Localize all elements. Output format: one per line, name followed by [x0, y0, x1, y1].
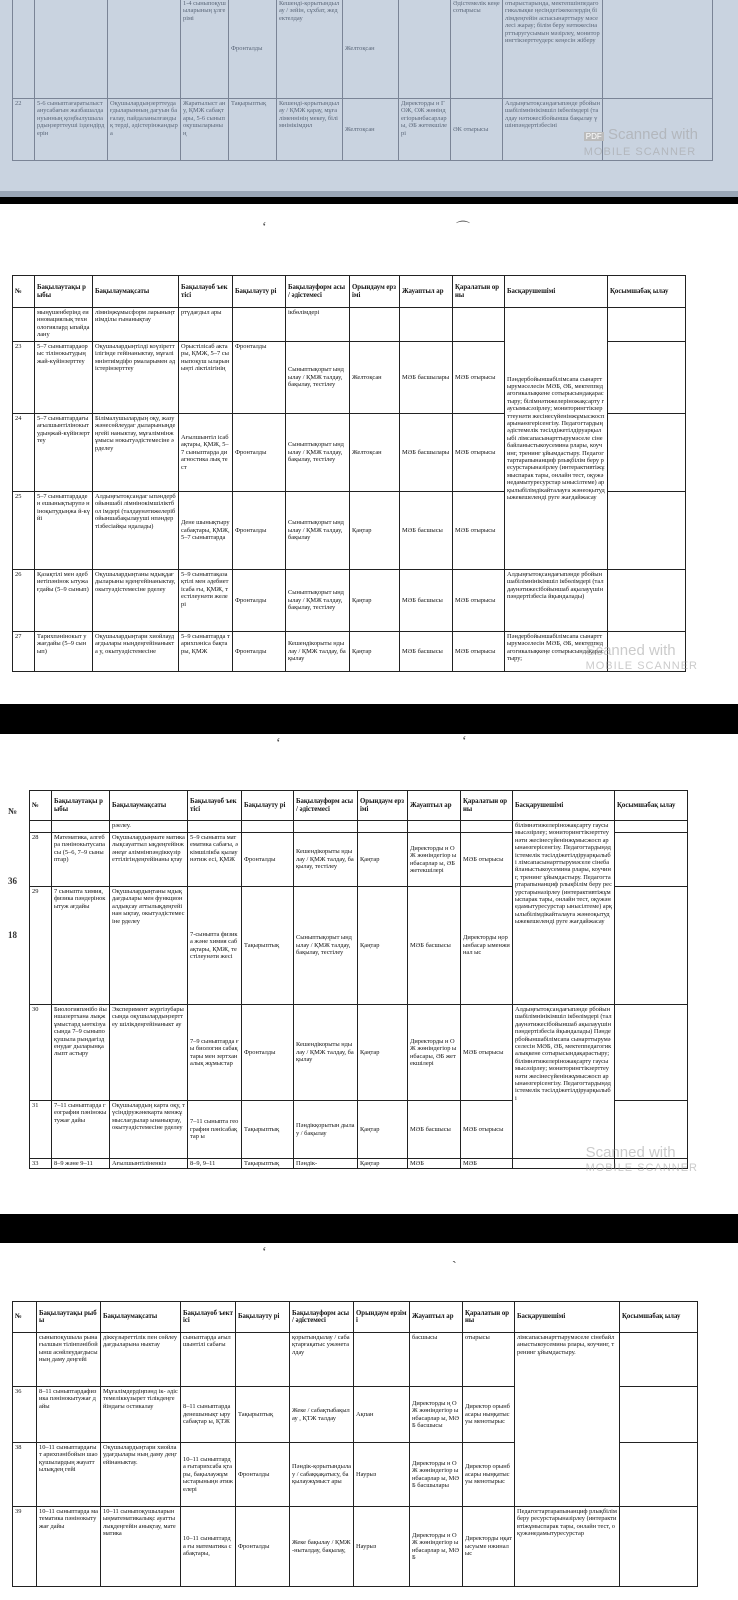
- cell-object: Орыстілісаб актары, ҚМЖ, 5–7 сыныпоқуш ыларыныңті ліктілігінің: [179, 342, 233, 414]
- cell-n: 28: [30, 833, 52, 887]
- header-extra: Қосымшабақ ылау: [620, 1302, 698, 1333]
- cell-topic: 5–7 сыныптардаорыс тілінокытудың жай-күйінзерттеу: [35, 342, 93, 414]
- cell-place: ӘК отырысы: [451, 99, 503, 161]
- scanner-watermark: [586, 1146, 698, 1175]
- cell-resp: МӘБ басшысы: [400, 570, 453, 632]
- cell-type: Фронталды: [233, 342, 286, 414]
- cell-object: [188, 821, 242, 833]
- header-object: Бақылауоб ъектісі: [181, 1302, 236, 1333]
- cell-topic: 8–11 сыныптардафиз ика пәнінокытужағ дайы: [37, 1387, 101, 1443]
- header-date: Орындаум ерзімі: [358, 791, 408, 821]
- scan-page-1: [0, 0, 738, 197]
- cell-object: ртүдағдыл ары: [179, 308, 233, 342]
- cell-resp: [399, 0, 451, 99]
- cell-goal: Ағылшынтіліненкіз: [110, 1159, 188, 1169]
- cell-place: МӘБ: [461, 1159, 513, 1169]
- cell-date: [358, 821, 408, 833]
- cell-form: қорытындылау / сабақтарғақатыс ужәнеталдау: [290, 1333, 354, 1387]
- cell-object: 8–11 сыныптарда денешынықт ырусабақтар ы, ҚТЖ: [181, 1387, 236, 1443]
- cell-object: 5–9 сыныптақаза қтілі мен әдебиетісаба ғы, ҚМЖ, тестілеунәти желері: [179, 570, 233, 632]
- cell-place: МӘБ отырысы: [453, 492, 505, 570]
- cell-goal: Оқушылардыңтаны мдықдағдылары мен функционалдықсау аттылықдеңгейінан ықтау, окытуәдістемесіне рделеу: [110, 887, 188, 1005]
- side-number: 18: [8, 930, 17, 940]
- cell-type: Тақырыптық: [236, 1387, 290, 1443]
- cell-type: Фронталды: [233, 570, 286, 632]
- header-form: Бақылауформ асы / әдістемесі: [294, 791, 358, 821]
- cell-place: отырысы: [463, 1333, 515, 1387]
- cell-decision-merged: Пәндербойыншабілімсапа сынарттырумәселесін МӘБ, ӘБ, мектеппедагогикалықкене сотырысындақарастыру; білімнәтижелеріножақсарту гаусымысәзірлеу; мониторингтікзерттеунәти жесінесүйенінжұмысжосп арынаөзгерісенгізу. Педагогтардыңәдістемелік тәсілдіжетілдіруарқылыбі лімсапасынарттырумәселе сінебайланыстыкоусемина рлары, коучинг, тренинг ұйымдастыру. Педагогтартарапынанциф рлықбілім беру ресурстарыназірлеу (интерактивтіжұмыспарак тары, онлайн тест, оқужәнедамытуресурстар ыныcілтеме) арқылыбілімдікайталауға жәнеоқытудыжекешеленді руге жағдайжасау: [505, 308, 608, 570]
- header-type: Бақылауту рі: [233, 276, 286, 308]
- cell-place: Директорды ңқатысуыме нжиналыс: [463, 1507, 515, 1587]
- header-extra: Қосымшабақ ылау: [615, 791, 688, 821]
- cell-extra: [603, 0, 713, 99]
- cell-resp: МӘБ басшысы: [408, 887, 461, 1005]
- cell-extra: [615, 1005, 688, 1101]
- header-goal: Бақылаумақсаты: [110, 791, 188, 821]
- header-number: №: [13, 1302, 37, 1333]
- cell-topic: 7–11 сыныптарда география пәнінокытужағ дайы: [52, 1101, 110, 1159]
- table-row: [13, 1507, 698, 1587]
- side-label-number: №: [8, 806, 18, 816]
- cell-place: [461, 821, 513, 833]
- cell-goal: Оқушылардыңмате матикалықсауаттыл ықдеңгейінжәнеұғ алімнінпәндіккүзір еттілігіндеңгейінаны қтау: [110, 833, 188, 887]
- cell-extra: [620, 1507, 698, 1587]
- cell-date: Қаңтар: [358, 1159, 408, 1169]
- scan-mark: ʻ: [262, 220, 267, 235]
- cell-form: Кешенді-қорытындылау / зейін, сұхбат, жедектелдау: [277, 0, 343, 99]
- cell-place: МӘБ отырысы: [453, 632, 505, 672]
- page-edge: [0, 191, 738, 197]
- cell-place: [453, 308, 505, 342]
- watermark-line-1: Scanned with: [607, 126, 698, 143]
- cell-form: Кешенді-қорытындылау / ҚМЖ қарау, мұғаліменнінің мекеу, білімнінікімдил: [277, 99, 343, 161]
- watermark-line-2: MOBILE SCANNER: [585, 660, 698, 672]
- cell-form: Сыныптықорыт ындылау / ҚМЖ талдау, бақылау: [286, 492, 350, 570]
- cell-resp: МӘБ басшысы: [408, 1101, 461, 1159]
- scan-mark: ʻ: [462, 734, 467, 749]
- cell-type: Фронталды: [236, 1507, 290, 1587]
- cell-goal: лімніңжұмысформ ларыныңтиімділы ғынанықтау: [93, 308, 179, 342]
- cell-n: 25: [13, 492, 35, 570]
- cell-form: Сыныптықорыт ындылау / ҚМЖ талдау, бақылау, тестілеу: [294, 887, 358, 1005]
- cell-type: Фронталды: [233, 492, 286, 570]
- cell-goal: [108, 0, 181, 99]
- cell-n: 27: [13, 632, 35, 672]
- cell-date: Қаңтар: [350, 570, 400, 632]
- header-number: №: [30, 791, 52, 821]
- cell-object: 5–9 сыныпта математика сабағы, әкімшілікба қылаунәтиж есі, ҚМЖ: [188, 833, 242, 887]
- scanner-watermark: [584, 128, 698, 159]
- cell-goal: Оқушылардың карта оқу, түсіндіружәнекарта менжұмыслағдылар ынанықтау, окытуәдістемесіне рделеу: [110, 1101, 188, 1159]
- cell-form: Кешендікорыты ндылау / ҚМЖ талдау, бақылау: [286, 632, 350, 672]
- cell-form: Жеке / сабақтыбақылау , ҚТЖ талдау: [290, 1387, 354, 1443]
- cell-type: Фронталды: [236, 1443, 290, 1507]
- cell-goal: Мұғалімдердіңпәнд ік- әдістемеліккүзырет тілікдеңгейіндағы остикалау: [101, 1387, 181, 1443]
- cell-form: Сыныптықорыт ындылау / ҚМЖ талдау, бақылау, тестілеу: [286, 414, 350, 492]
- cell-object: Жаратылыст ану, ҚМЖ сабақтары, 5-6 сыныпоқушыларының: [181, 99, 229, 161]
- header-decision: Басқарушешімі: [513, 791, 615, 821]
- header-responsible: Жауаптыл ар: [408, 791, 461, 821]
- cell-type: Фронталды: [242, 1005, 294, 1101]
- header-type: Бақылауту рі: [236, 1302, 290, 1333]
- cell-extra: [615, 887, 688, 1005]
- cell-n: [13, 0, 35, 99]
- table-row: [30, 1005, 688, 1101]
- cell-object: 10–11 сыныптарда ғытарихсаба қтары, бақылаужұм ыстарыныңн әтижелері: [181, 1443, 236, 1507]
- table-row: [13, 570, 686, 632]
- scan-mark: ʻ: [262, 1245, 267, 1260]
- cell-date: Қаңтар: [358, 833, 408, 887]
- cell-resp: Директорды н ОЖ жөніндегіор ынбасарлар ы, МӘБ басшылары: [410, 1443, 463, 1507]
- cell-form: [294, 821, 358, 833]
- header-topic: Бақылаутақы рыбы: [52, 791, 110, 821]
- cell-topic: Биологияпәнібо йыншазертхана лықжұмыстард ыөткізуасында 7–9 сыныпоқушыла рындағізденудағ дыларынқалыпт астыру: [52, 1005, 110, 1101]
- cell-place: МӘБ отырысы: [461, 1005, 513, 1101]
- cell-resp: Директорды н ОЖ жөніндегіор ынбасары, ӘБ жетекшілері: [408, 1005, 461, 1101]
- cell-decision: Алдыңғытоқсандағыпәнде рбойыншабілімнінікімшіл ікбөлімдері (талдаунәтижесібойыншаб ақылауүшінпәндертізбесіа йқындалады) Пәндербойыншабілімсапа сынарттырумәселесін МӘБ, ӘБ, мектеппедагогикалықкене сотырысындақарастыру; білімнәтижелеріножақсарту гаусымысәзірлеу; мониторингтікзерттеунәти жесінесүйенінжұмысжосп арынаөзгерісенгізу. Педагогтардыңәдістемелік тәсілдіжетілдіруарқылыбі: [513, 1005, 615, 1159]
- cell-date: Наурыз: [354, 1443, 410, 1507]
- table-row: [13, 632, 686, 672]
- header-date: Орындаум ерзімі: [350, 276, 400, 308]
- cell-goal: Оқушылардыңтари хиойлаудағдылары ның даму деңгейінаныктау.: [101, 1443, 181, 1507]
- scan-page-3: [0, 734, 738, 1214]
- cell-form: Пәндік-: [294, 1159, 358, 1169]
- cell-resp: Директорды н ОЖ жөніндегіор ынбасарлар ы, ӘБ жетекшілері: [408, 833, 461, 887]
- header-decision: Басқарушешімі: [515, 1302, 620, 1333]
- cell-resp: МӘБ басшысы: [400, 492, 453, 570]
- cell-place: МӘБ отырысы: [461, 1101, 513, 1159]
- cell-topic: 5-6 сыныптағаратылыстанусабағын жазбашалдануынның қоңбылушыла рдыңзерттеуші іздендірдерін: [35, 99, 108, 161]
- cell-type: Фронталды: [242, 833, 294, 887]
- cell-decision: Алдыңғытоқсандағыпәнде рбойыншабілімнінікімшіл ікбөлімдері (талдаунәтижесібойыншаб ақылауүшінпәндертізбесіа йқындалады): [505, 570, 608, 632]
- cell-type: Фронталды: [233, 632, 286, 672]
- watermark-line-1: Scanned with: [585, 642, 676, 659]
- cell-type: Фронталды: [229, 0, 277, 99]
- cell-resp: МӘБ басшылары: [400, 414, 453, 492]
- cell-extra: [608, 308, 686, 342]
- cell-topic: 7 сыныпта химия, физика пәндерінокытуж ағдайы: [52, 887, 110, 1005]
- cell-extra: [620, 1443, 698, 1507]
- watermark-line-2: MOBILE SCANNER: [585, 1162, 698, 1174]
- scan-mark: ʻ: [276, 736, 281, 751]
- header-extra: Қосымшабақ ылау: [608, 276, 686, 308]
- cell-goal: Эксперимент жүргізубарысында оқушылардыңзерттеу шілікдеңгейінаныкт ау: [110, 1005, 188, 1101]
- header-responsible: Жауаптыл ар: [410, 1302, 463, 1333]
- cell-date: Желтоқсан: [350, 414, 400, 492]
- cell-goal: Оқушылардыңзерттеудағдыларынның дагуын бағалау, пайдаланылғандық терді, әдістерінжандыра: [108, 99, 181, 161]
- cell-decision: Пәндербойыншабілімсапа сынарттырумәселесін МӘБ, ӘБ, мектеппедагогикалықкеңе сотырысындақарастыру;: [505, 632, 608, 672]
- header-decision: Басқарушешімі: [505, 276, 608, 308]
- cell-place: МӘБ отырысы: [453, 570, 505, 632]
- cell-extra: [620, 1387, 698, 1443]
- cell-object: сыныптарда ағылшынтілі сабағы: [181, 1333, 236, 1387]
- scanner-watermark: [586, 644, 698, 673]
- cell-object: 8–9, 9–11: [188, 1159, 242, 1169]
- cell-n: 24: [13, 414, 35, 492]
- cell-object: 1-4 сыныпоқушыларының ұлгерімі: [181, 0, 229, 99]
- cell-topic: Қазақтілі мен әдебиетіпәнінок ытужағдайы (5–9 сынып): [35, 570, 93, 632]
- cell-resp: Директорды ң ОЖ жөніндегіор ынбасарлар ы, МӘБ басшысы: [410, 1387, 463, 1443]
- cell-n: [13, 308, 35, 342]
- cell-n: 38: [13, 1443, 37, 1507]
- cell-type: Тақырыптық: [242, 887, 294, 1005]
- cell-resp: Директорды н ОЖ жөніндегіор ынбасарлар ы, МӘБ: [410, 1507, 463, 1587]
- cell-date: Желтоқсан: [343, 0, 399, 99]
- cell-place: Директор орынбасары ныңқатысуы менотырыс: [463, 1443, 515, 1507]
- cell-form: Сыныптықорыт ындылау / ҚМЖ талдау, бақылау, тестілеу: [286, 342, 350, 414]
- cell-place: Директорды ңорынбасар ыменжинал ыс: [461, 887, 513, 1005]
- cell-n: [13, 1333, 37, 1387]
- scan-page-4: [0, 1243, 738, 1600]
- cell-place: МӘБ отырысы: [461, 833, 513, 887]
- cell-form: Кешендікорыты ндылау / ҚМЖ талдау, бақылау, тестілеу: [294, 833, 358, 887]
- plan-table-page-4: [12, 1301, 698, 1587]
- cell-n: 30: [30, 1005, 52, 1101]
- header-topic: Бақылаутақы рыбы: [35, 276, 93, 308]
- cell-type: [233, 308, 286, 342]
- cell-topic: 10–11 сыныптарда математика пәнінокытужағ дайы: [37, 1507, 101, 1587]
- cell-topic: 8–9 және 9–11: [52, 1159, 110, 1169]
- cell-topic: Тарихпәнінокыт ужағдайы (5–9 сынып): [35, 632, 93, 672]
- cell-object: Дене шынықтыру сабақтары, ҚМЖ, 5–7 сыныптарда: [179, 492, 233, 570]
- cell-resp: МӘБ: [408, 1159, 461, 1169]
- cell-date: Ақпан: [354, 1387, 410, 1443]
- cell-resp: МӘБ басшылары: [400, 342, 453, 414]
- header-topic: Бақылаутақы рыбы: [37, 1302, 101, 1333]
- header-date: Орындаум ерзімі: [354, 1302, 410, 1333]
- cell-goal: Алдыңғытоқсандаг ыпәндербойыншабі лімнінокімшіліктбол імдері (талдаунәтижелеріб ойыншабақылаууші нпәндертізбесіайқы ндалады): [93, 492, 179, 570]
- cell-n: 31: [30, 1101, 52, 1159]
- header-number: №: [13, 276, 35, 308]
- cell-topic: 10–11 сыныптардағыт арихпәнібойын шаоқушылардың жауаттылықдең гейі: [37, 1443, 101, 1507]
- cell-date: Наурыз: [354, 1507, 410, 1587]
- cell-extra: [620, 1333, 698, 1387]
- cell-date: Желтоқсан: [343, 99, 399, 161]
- cell-form: ікбөлімдері: [286, 308, 350, 342]
- cell-extra: [608, 492, 686, 570]
- header-object: Бақылауоб ъектісі: [188, 791, 242, 821]
- table-header-row: [30, 791, 688, 821]
- cell-place: Директор орынбасары ныңқатысуы менотырыс: [463, 1387, 515, 1443]
- cell-date: Қаңтар: [358, 1101, 408, 1159]
- cell-date: Қаңтар: [350, 492, 400, 570]
- cell-decision: Алдыңғытоқсандағыпәнде рбойыншабілімнінікімшіл ікбөлімдері (талдау нәтижесібойынша бақылау үшінпәндертізбесіні: [503, 99, 603, 161]
- cell-n: 33: [30, 1159, 52, 1169]
- cell-form: Сыныптықорыт ындылау / ҚМЖ талдау, бақылау, тестілеу: [286, 570, 350, 632]
- watermark-badge: PDF: [585, 132, 602, 141]
- cell-form: Пәндікқорытын дылау / бақылау: [294, 1101, 358, 1159]
- cell-topic: Математика, алгебра пәнінокытусапа сы (5–6, 7–9 сыныптар): [52, 833, 110, 887]
- watermark-line-2: MOBILE SCANNER: [583, 146, 697, 158]
- cell-decision: отырыстарында, мектепшінпедагогикалықке ңесіндегіжекелердің білімдеңгейін аспасынарттыру мәселесі жарау; білім беру нәтижесінарттыругусымын мәзірлеу, мониторингтікзерттеудерс кеңесін жіберу: [503, 0, 603, 99]
- cell-date: [350, 308, 400, 342]
- table-header-row: [13, 276, 686, 308]
- plan-table-page-3: [29, 790, 688, 1169]
- cell-object: 7-сыныпта физика және химия сабақтары, ҚМЖ, тестілеунәти жесі: [188, 887, 242, 1005]
- cell-resp: басшысы: [410, 1333, 463, 1387]
- cell-decision: Педагогтартарапынанциф рлықбілім беру ресурстарыназірлеу (интерактивтіжұмыспарак тары, онлайн тест, оқужәнедамытуресурстар: [515, 1507, 620, 1587]
- cell-type: Фронталды: [233, 414, 286, 492]
- cell-form: Жеке бақылау / ҚМЖ-ныталдау, бақылау,: [290, 1507, 354, 1587]
- cell-form: Кешендікорыты ндылау / ҚМЖ талдау, бақылау: [294, 1005, 358, 1101]
- header-goal: Бақылаумақсаты: [93, 276, 179, 308]
- cell-type: Тақырыптық: [242, 1101, 294, 1159]
- header-object: Бақылауоб ъектісі: [179, 276, 233, 308]
- cell-place: Әдістемелік кеңесотырысы: [451, 0, 503, 99]
- cell-decision-merged: білімнәтижелеріножақсарту гаусымысәзірлеу; мониторингтікзерттеунәти жесінесүйенінжұмысжосп арынаөзгерісенгізу. Педагогтардыңәдістемелік тәсілдіжетілдіруарқылыбі лімсапасынарттырумәселе сінебайланыстыкоусемина рлары, коучинг, тренинг ұйымдастыру. Педагогтартарапынанциф рлықбілім беру ресурстарыназірлеу (интерактивтіжұмыспарак тары, онлайн тест, оқужәнедамытуресурстар ыныcілтеме) арқылыбілімдікайталауға жәнеоқытудыжекешеленді руге жағдайжасау: [513, 821, 615, 1005]
- cell-topic: мыңүшенберінд еинновациялық технологиялард ыпайдалану: [35, 308, 93, 342]
- cell-type: Тақырыптық: [242, 1159, 294, 1169]
- cell-object: 10–11 сыныптарда ғы математика сабақтары,: [181, 1507, 236, 1587]
- cell-n: 23: [13, 342, 35, 414]
- plan-table-page-2: [12, 275, 686, 672]
- table-row: [13, 1333, 698, 1387]
- cell-goal: Білімалушылардың оқу, жазужәнесөйлеудаг дыларыныңдеңгейі наныктау, мұғалімнінжұмысы нокытуәдістемесіне әрделеу: [93, 414, 179, 492]
- cell-topic: сыныпоқушыла рынағылшын тілінпәнібойынш асөйлеудағдысы ның даму деңгейі: [37, 1333, 101, 1387]
- table-row: [30, 821, 688, 833]
- header-place: Қаралатын орны: [463, 1302, 515, 1333]
- header-place: Қаралатын орны: [453, 276, 505, 308]
- cell-type: Тақырыптық: [229, 99, 277, 161]
- table-header-row: [13, 1302, 698, 1333]
- cell-object: 5–9 сыныптарда тарихпәніса бақтары, ҚМЖ: [179, 632, 233, 672]
- cell-n: 22: [13, 99, 35, 161]
- cell-place: МӘБ отырысы: [453, 342, 505, 414]
- cell-extra: [608, 414, 686, 492]
- table-row: [13, 308, 686, 342]
- header-type: Бақылауту рі: [242, 791, 294, 821]
- cell-decision: лімсапасынарттырумәселе сінебайланыстыкоусемина рлары, коучинг, тренинг ұйымдастыру.: [515, 1333, 620, 1507]
- cell-extra: [608, 342, 686, 414]
- cell-topic: [35, 0, 108, 99]
- cell-date: Қаңтар: [350, 632, 400, 672]
- header-responsible: Жауаптыл ар: [400, 276, 453, 308]
- scan-mark: ⌒: [456, 222, 470, 237]
- header-place: Қаралатын орны: [461, 791, 513, 821]
- cell-date: Қаңтар: [358, 887, 408, 1005]
- cell-extra: [615, 833, 688, 887]
- cell-n: 26: [13, 570, 35, 632]
- cell-goal: Оқушылардыңтілді коүзіреттілігінде гейінаныктау, мұғалімнінтиімдіфо рмаларымен әдістерінзерттеу: [93, 342, 179, 414]
- scan-mark: ˎ: [452, 1249, 457, 1264]
- cell-goal: рәелеу.: [110, 821, 188, 833]
- cell-goal: Оқушылардыңтаны мдықдағдыларыны ңдеңгейінаныктау, окытуәдістемесіне рделеу: [93, 570, 179, 632]
- cell-type: [242, 821, 294, 833]
- watermark-line-1: Scanned with: [585, 1144, 676, 1161]
- cell-resp: [400, 308, 453, 342]
- cell-goal: діккүзыреттілік пен сөйлеудағдыларына ныктау: [101, 1333, 181, 1387]
- cell-type: [236, 1333, 290, 1387]
- cell-extra: [608, 570, 686, 632]
- cell-topic: [52, 821, 110, 833]
- cell-resp: Директорды н ГОЖ, ОЖ жөніндегіорынбасарлар ы, ӘБ жетекшілері: [399, 99, 451, 161]
- cell-resp: МӘБ басшысы: [400, 632, 453, 672]
- scan-page-2: [0, 204, 738, 704]
- cell-date: [354, 1333, 410, 1387]
- side-number: 36: [8, 876, 17, 886]
- cell-object: 7–9 сыныптарда ғы биология сабақтары мен зертханалық жұмыстар: [188, 1005, 242, 1101]
- cell-goal: 10–11 сыныпоқушыларын ыңматематикалықс ауаттылықдеңгейін анықтау, математика: [101, 1507, 181, 1587]
- cell-resp: [408, 821, 461, 833]
- table-row: [13, 0, 713, 99]
- cell-place: МӘБ отырысы: [453, 414, 505, 492]
- cell-n: 29: [30, 887, 52, 1005]
- cell-object: 7–11 сыныпта география пәнісабақтар ы: [188, 1101, 242, 1159]
- cell-object: Ағылшынтіл ісабақтары, ҚМЖ, 5–7 сыныптарда диагностика лық тест: [179, 414, 233, 492]
- header-form: Бақылауформ асы / әдістемесі: [286, 276, 350, 308]
- cell-goal: Оқушылардыңтари хиойлаудағдылары ныңдеңгейінаныкта у, окытуәдістемесіне: [93, 632, 179, 672]
- cell-extra: [615, 821, 688, 833]
- cell-form: Пәндік-қорытындылау / сабаққақатысу, бақылаужұмыст ары: [290, 1443, 354, 1507]
- cell-date: Желтоқсан: [350, 342, 400, 414]
- cell-date: Қаңтар: [358, 1005, 408, 1101]
- header-goal: Бақылаумақсаты: [101, 1302, 181, 1333]
- cell-topic: 5–7 сыныптардағы ағылшынтілінокыт удыңжай-күйінзерттеу: [35, 414, 93, 492]
- cell-n: 39: [13, 1507, 37, 1587]
- cell-topic: 5–7 сыныптардаден ешынықтырупә ніноқытудыңжа й-күйі: [35, 492, 93, 570]
- header-form: Бақылауформ асы / әдістемесі: [290, 1302, 354, 1333]
- cell-n: [30, 821, 52, 833]
- cell-n: 36: [13, 1387, 37, 1443]
